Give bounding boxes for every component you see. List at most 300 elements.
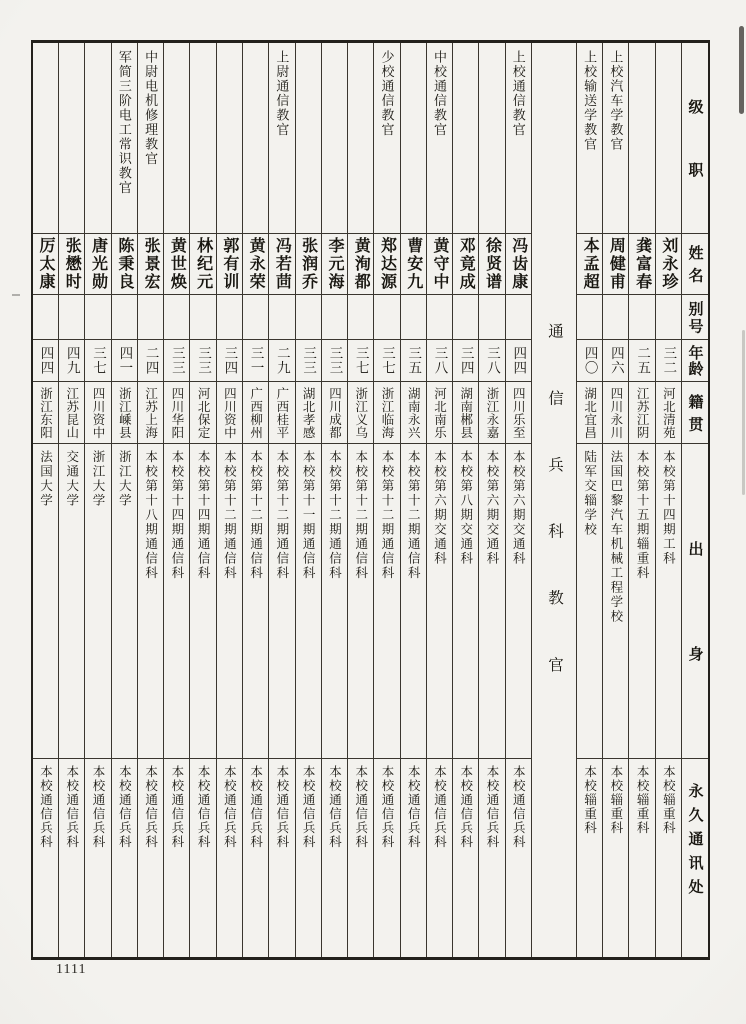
person-column <box>373 43 399 957</box>
contact-cell <box>629 758 654 957</box>
person-column <box>111 43 137 957</box>
contact-cell-text: 本校通信兵科 <box>353 765 368 849</box>
alias-cell <box>85 294 110 339</box>
origin-cell <box>603 443 628 758</box>
native-place-cell-text: 河北保定 <box>196 386 211 439</box>
person-column <box>347 43 373 957</box>
alias-cell <box>374 294 399 339</box>
name-cell <box>296 233 321 294</box>
age-cell-text: 四四 <box>511 346 527 375</box>
contact-cell-text: 本校通信兵科 <box>143 765 158 849</box>
native-place-cell <box>322 381 347 443</box>
alias-cell <box>479 294 504 339</box>
age-cell-text: 三七 <box>91 346 107 375</box>
origin-cell-text: 本校第十八期通信科 <box>143 450 158 581</box>
native-place-cell <box>479 381 504 443</box>
rank-cell <box>296 43 321 233</box>
age-cell <box>374 339 399 381</box>
person-column <box>242 43 268 957</box>
origin-cell <box>453 443 478 758</box>
name-cell <box>243 233 268 294</box>
origin-cell <box>296 443 321 758</box>
native-place-cell <box>269 381 294 443</box>
rank-cell <box>453 43 478 233</box>
age-cell-text: 三三 <box>301 346 317 375</box>
person-column <box>33 43 58 957</box>
origin-cell-text: 本校第十二期通信科 <box>406 450 421 581</box>
name-cell <box>506 233 531 294</box>
person-column <box>216 43 242 957</box>
header-age <box>682 339 708 381</box>
native-place-cell-text: 浙江永嘉 <box>485 386 500 439</box>
age-cell <box>190 339 215 381</box>
native-place-cell <box>506 381 531 443</box>
age-cell-text: 四九 <box>64 346 80 375</box>
origin-cell <box>164 443 189 758</box>
alias-cell <box>164 294 189 339</box>
native-place-cell-text: 江苏昆山 <box>64 386 79 439</box>
rank-cell <box>138 43 163 233</box>
alias-cell <box>603 294 628 339</box>
contact-cell <box>190 758 215 957</box>
contact-cell <box>348 758 373 957</box>
contact-cell <box>269 758 294 957</box>
name-cell <box>427 233 452 294</box>
native-place-cell-text: 浙江东阳 <box>38 386 53 439</box>
age-cell <box>427 339 452 381</box>
name-cell-text: 厉太康 <box>37 237 55 291</box>
contact-cell-text: 本校通信兵科 <box>196 765 211 849</box>
alias-cell <box>190 294 215 339</box>
contact-cell <box>243 758 268 957</box>
age-cell-text: 三三 <box>169 346 185 375</box>
age-cell <box>506 339 531 381</box>
age-cell-text: 三三 <box>196 346 212 375</box>
person-column <box>189 43 215 957</box>
origin-cell-text: 本校第十二期通信科 <box>327 450 342 581</box>
contact-cell <box>453 758 478 957</box>
name-cell <box>164 233 189 294</box>
native-place-cell <box>577 381 602 443</box>
origin-cell-text: 浙江大学 <box>117 450 132 508</box>
native-place-cell <box>243 381 268 443</box>
alias-cell <box>269 294 294 339</box>
header-native-place-text: 籍贯 <box>686 393 703 439</box>
age-cell <box>164 339 189 381</box>
rank-cell <box>322 43 347 233</box>
native-place-cell-text: 浙江义乌 <box>353 386 368 439</box>
alias-cell <box>243 294 268 339</box>
contact-cell <box>112 758 137 957</box>
person-column <box>321 43 347 957</box>
person-column <box>602 43 628 957</box>
contact-cell-text: 本校通信兵科 <box>458 765 473 849</box>
age-cell <box>348 339 373 381</box>
rank-cell <box>374 43 399 233</box>
native-place-cell <box>374 381 399 443</box>
native-place-cell-text: 四川永川 <box>608 386 623 439</box>
age-cell <box>629 339 654 381</box>
person-column <box>84 43 110 957</box>
header-name-text: 姓名 <box>686 245 703 291</box>
rank-cell-text: 上校通信教官 <box>510 50 526 137</box>
native-place-cell-text: 四川资中 <box>222 386 237 439</box>
name-cell-text: 邓竟成 <box>457 237 475 291</box>
header-origin <box>682 443 708 758</box>
age-cell-text: 四一 <box>117 346 133 375</box>
name-cell-text: 陈秉良 <box>115 237 133 291</box>
name-cell-text: 张懋时 <box>63 237 81 291</box>
alias-cell <box>506 294 531 339</box>
rank-cell <box>656 43 681 233</box>
header-alias-text: 别号 <box>686 300 703 336</box>
contact-cell-text: 本校辎重科 <box>635 765 650 835</box>
age-cell-text: 三一 <box>248 346 264 375</box>
section-divider <box>532 43 576 957</box>
rank-cell <box>33 43 58 233</box>
age-cell <box>217 339 242 381</box>
native-place-cell-text: 四川成都 <box>327 386 342 439</box>
page-number: 1111 <box>56 962 87 977</box>
contact-cell <box>59 758 84 957</box>
name-cell <box>269 233 294 294</box>
contact-cell-text: 本校辎重科 <box>582 765 597 835</box>
native-place-cell-text: 湖北宜昌 <box>582 386 597 439</box>
contact-cell-text: 本校通信兵科 <box>485 765 500 849</box>
origin-cell-text: 本校第十四期工科 <box>661 450 676 566</box>
age-cell <box>656 339 681 381</box>
age-cell <box>479 339 504 381</box>
section-divider-text: 通信兵科教官 <box>545 323 563 723</box>
person-column <box>628 43 654 957</box>
origin-cell-text: 本校第八期交通科 <box>458 450 473 566</box>
name-cell-text: 李元海 <box>325 237 343 291</box>
age-cell-text: 三五 <box>406 346 422 375</box>
name-cell <box>479 233 504 294</box>
alias-cell <box>453 294 478 339</box>
age-cell-text: 三八 <box>485 346 501 375</box>
native-place-cell-text: 江苏江阴 <box>635 386 650 439</box>
age-cell <box>296 339 321 381</box>
alias-cell <box>577 294 602 339</box>
contact-cell <box>138 758 163 957</box>
native-place-cell <box>603 381 628 443</box>
name-cell <box>401 233 426 294</box>
alias-cell <box>33 294 58 339</box>
age-cell-text: 四六 <box>608 346 624 375</box>
origin-cell <box>506 443 531 758</box>
header-rank <box>682 43 708 233</box>
age-cell-text: 三四 <box>458 346 474 375</box>
name-cell-text: 冯齿康 <box>509 237 527 291</box>
alias-cell <box>629 294 654 339</box>
contact-cell-text: 本校通信兵科 <box>432 765 447 849</box>
alias-cell <box>401 294 426 339</box>
age-cell <box>112 339 137 381</box>
alias-cell <box>59 294 84 339</box>
native-place-cell-text: 广西柳州 <box>248 386 263 439</box>
origin-cell <box>322 443 347 758</box>
age-cell <box>243 339 268 381</box>
alias-cell <box>217 294 242 339</box>
name-cell-text: 刘永珍 <box>659 237 677 291</box>
age-cell <box>59 339 84 381</box>
alias-cell <box>112 294 137 339</box>
origin-cell-text: 陆军交辎学校 <box>582 450 597 537</box>
contact-cell <box>401 758 426 957</box>
name-cell <box>33 233 58 294</box>
native-place-cell <box>85 381 110 443</box>
contact-cell <box>85 758 110 957</box>
rank-cell <box>59 43 84 233</box>
person-column <box>163 43 189 957</box>
rank-cell <box>577 43 602 233</box>
native-place-cell <box>348 381 373 443</box>
rank-cell <box>190 43 215 233</box>
person-column <box>295 43 321 957</box>
contact-cell-text: 本校通信兵科 <box>379 765 394 849</box>
name-cell <box>85 233 110 294</box>
rank-cell-text: 军简三阶电工常识教官 <box>116 50 132 195</box>
contact-cell-text: 本校通信兵科 <box>511 765 526 849</box>
origin-cell <box>401 443 426 758</box>
contact-cell-text: 本校通信兵科 <box>248 765 263 849</box>
name-cell-text: 黄世焕 <box>168 237 186 291</box>
age-cell-text: 二九 <box>274 346 290 375</box>
age-cell-text: 三七 <box>353 346 369 375</box>
contact-cell-text: 本校通信兵科 <box>222 765 237 849</box>
contact-cell-text: 本校通信兵科 <box>406 765 421 849</box>
alias-cell <box>427 294 452 339</box>
name-cell-text: 徐贤谱 <box>483 237 501 291</box>
age-cell <box>85 339 110 381</box>
rank-cell <box>85 43 110 233</box>
rank-cell-text: 少校通信教官 <box>379 50 395 137</box>
contact-cell <box>577 758 602 957</box>
rank-cell-text: 上校输送学教官 <box>582 50 598 152</box>
name-cell-text: 龚富春 <box>633 237 651 291</box>
origin-cell <box>190 443 215 758</box>
header-age-text: 年龄 <box>686 345 703 377</box>
name-cell <box>112 233 137 294</box>
rank-cell-text: 上校汽车学教官 <box>608 50 624 152</box>
contact-cell <box>427 758 452 957</box>
contact-cell-text: 本校通信兵科 <box>91 765 106 849</box>
header-column <box>681 43 708 957</box>
header-alias <box>682 294 708 339</box>
rank-cell-text: 上尉通信教官 <box>274 50 290 137</box>
alias-cell <box>296 294 321 339</box>
rank-cell <box>427 43 452 233</box>
header-contact-text: 永久通讯处 <box>686 783 703 903</box>
rank-cell <box>479 43 504 233</box>
name-cell-text: 张润乔 <box>299 237 317 291</box>
origin-cell-text: 本校第六期交通科 <box>485 450 500 566</box>
native-place-cell-text: 四川资中 <box>91 386 106 439</box>
age-cell <box>453 339 478 381</box>
age-cell-text: 三二 <box>661 346 677 375</box>
origin-cell <box>348 443 373 758</box>
age-cell-text: 三七 <box>379 346 395 375</box>
contact-cell-text: 本校通信兵科 <box>38 765 53 849</box>
header-origin-text: 出身 <box>686 541 703 751</box>
native-place-cell <box>190 381 215 443</box>
name-cell-text: 黄洵都 <box>352 237 370 291</box>
native-place-cell <box>59 381 84 443</box>
name-cell-text: 郑达源 <box>378 237 396 291</box>
origin-cell-text: 本校第十二期通信科 <box>353 450 368 581</box>
native-place-cell-text: 广西桂平 <box>274 386 289 439</box>
contact-cell-text: 本校通信兵科 <box>327 765 342 849</box>
age-cell <box>269 339 294 381</box>
origin-cell-text: 法国巴黎汽车机械工程学校 <box>608 450 623 624</box>
name-cell <box>322 233 347 294</box>
header-rank-text: 级职 <box>686 99 703 225</box>
person-column <box>426 43 452 957</box>
native-place-cell-text: 四川华阳 <box>169 386 184 439</box>
person-column <box>58 43 84 957</box>
age-cell-text: 二四 <box>143 346 159 375</box>
native-place-cell <box>164 381 189 443</box>
origin-cell-text: 本校第六期交通科 <box>432 450 447 566</box>
origin-cell-text: 本校第十二期通信科 <box>379 450 394 581</box>
rank-cell <box>506 43 531 233</box>
origin-cell-text: 本校第六期交通科 <box>511 450 526 566</box>
age-cell-text: 四四 <box>38 346 54 375</box>
name-cell <box>603 233 628 294</box>
person-column <box>655 43 681 957</box>
origin-cell-text: 本校第十四期通信科 <box>169 450 184 581</box>
person-column <box>505 43 531 957</box>
name-cell <box>217 233 242 294</box>
contact-cell <box>506 758 531 957</box>
origin-cell <box>374 443 399 758</box>
contact-cell <box>296 758 321 957</box>
rank-cell <box>401 43 426 233</box>
origin-cell <box>656 443 681 758</box>
name-cell-text: 曹安九 <box>404 237 422 291</box>
origin-cell <box>269 443 294 758</box>
name-cell-text: 郭有训 <box>220 237 238 291</box>
origin-cell <box>217 443 242 758</box>
native-place-cell <box>401 381 426 443</box>
roster-table <box>31 40 710 960</box>
native-place-cell <box>217 381 242 443</box>
origin-cell-text: 本校第十四期通信科 <box>196 450 211 581</box>
alias-cell <box>348 294 373 339</box>
contact-cell <box>374 758 399 957</box>
native-place-cell-text: 河北南乐 <box>432 386 447 439</box>
alias-cell <box>322 294 347 339</box>
origin-cell <box>112 443 137 758</box>
native-place-cell <box>138 381 163 443</box>
rank-cell <box>348 43 373 233</box>
age-cell-text: 二五 <box>635 346 651 375</box>
person-column <box>576 43 602 957</box>
contact-cell-text: 本校通信兵科 <box>274 765 289 849</box>
name-cell-text: 张景宏 <box>142 237 160 291</box>
age-cell-text: 三八 <box>432 346 448 375</box>
name-cell <box>138 233 163 294</box>
age-cell <box>322 339 347 381</box>
origin-cell-text: 本校第十五期辎重科 <box>635 450 650 581</box>
name-cell <box>656 233 681 294</box>
age-cell-text: 三四 <box>222 346 238 375</box>
rank-cell <box>164 43 189 233</box>
origin-cell <box>33 443 58 758</box>
native-place-cell-text: 河北清苑 <box>661 386 676 439</box>
native-place-cell <box>453 381 478 443</box>
age-cell <box>401 339 426 381</box>
native-place-cell-text: 浙江临海 <box>379 386 394 439</box>
name-cell <box>629 233 654 294</box>
name-cell <box>374 233 399 294</box>
rank-cell-text: 中校通信教官 <box>432 50 447 137</box>
alias-cell <box>138 294 163 339</box>
person-column <box>268 43 294 957</box>
person-column <box>137 43 163 957</box>
age-cell <box>138 339 163 381</box>
native-place-cell-text: 浙江嵊县 <box>117 386 132 439</box>
origin-cell <box>59 443 84 758</box>
native-place-cell-text: 四川乐至 <box>511 386 526 439</box>
name-cell <box>59 233 84 294</box>
rank-cell <box>217 43 242 233</box>
header-native-place <box>682 381 708 443</box>
origin-cell-text: 本校第十二期通信科 <box>248 450 263 581</box>
native-place-cell-text: 湖南永兴 <box>406 386 421 439</box>
native-place-cell <box>296 381 321 443</box>
name-cell-text: 冯若茴 <box>273 237 291 291</box>
origin-cell <box>629 443 654 758</box>
contact-cell <box>603 758 628 957</box>
native-place-cell <box>656 381 681 443</box>
native-place-cell <box>112 381 137 443</box>
age-cell-text: 三三 <box>327 346 343 375</box>
contact-cell <box>164 758 189 957</box>
origin-cell <box>85 443 110 758</box>
rank-cell <box>243 43 268 233</box>
contact-cell-text: 本校辎重科 <box>608 765 623 835</box>
origin-cell <box>427 443 452 758</box>
name-cell <box>348 233 373 294</box>
contact-cell-text: 本校通信兵科 <box>64 765 79 849</box>
rank-cell <box>603 43 628 233</box>
alias-cell <box>656 294 681 339</box>
native-place-cell-text: 江苏上海 <box>143 386 158 439</box>
name-cell-text: 林纪元 <box>194 237 212 291</box>
origin-cell-text: 本校第十二期通信科 <box>222 450 237 581</box>
origin-cell-text: 本校第十一期通信科 <box>301 450 316 581</box>
section-divider-column <box>531 43 576 957</box>
contact-cell-text: 本校通信兵科 <box>117 765 132 849</box>
rank-cell-text: 中尉电机修理教官 <box>143 50 159 166</box>
origin-cell-text: 法国大学 <box>38 450 53 508</box>
contact-cell-text: 本校通信兵科 <box>301 765 316 849</box>
contact-cell-text: 本校辎重科 <box>661 765 676 835</box>
rank-cell <box>269 43 294 233</box>
name-cell-text: 周健甫 <box>607 237 625 291</box>
person-column <box>400 43 426 957</box>
contact-cell <box>656 758 681 957</box>
native-place-cell <box>629 381 654 443</box>
contact-cell <box>33 758 58 957</box>
native-place-cell <box>33 381 58 443</box>
contact-cell <box>479 758 504 957</box>
contact-cell <box>322 758 347 957</box>
person-column <box>478 43 504 957</box>
name-cell-text: 本孟超 <box>581 237 599 291</box>
